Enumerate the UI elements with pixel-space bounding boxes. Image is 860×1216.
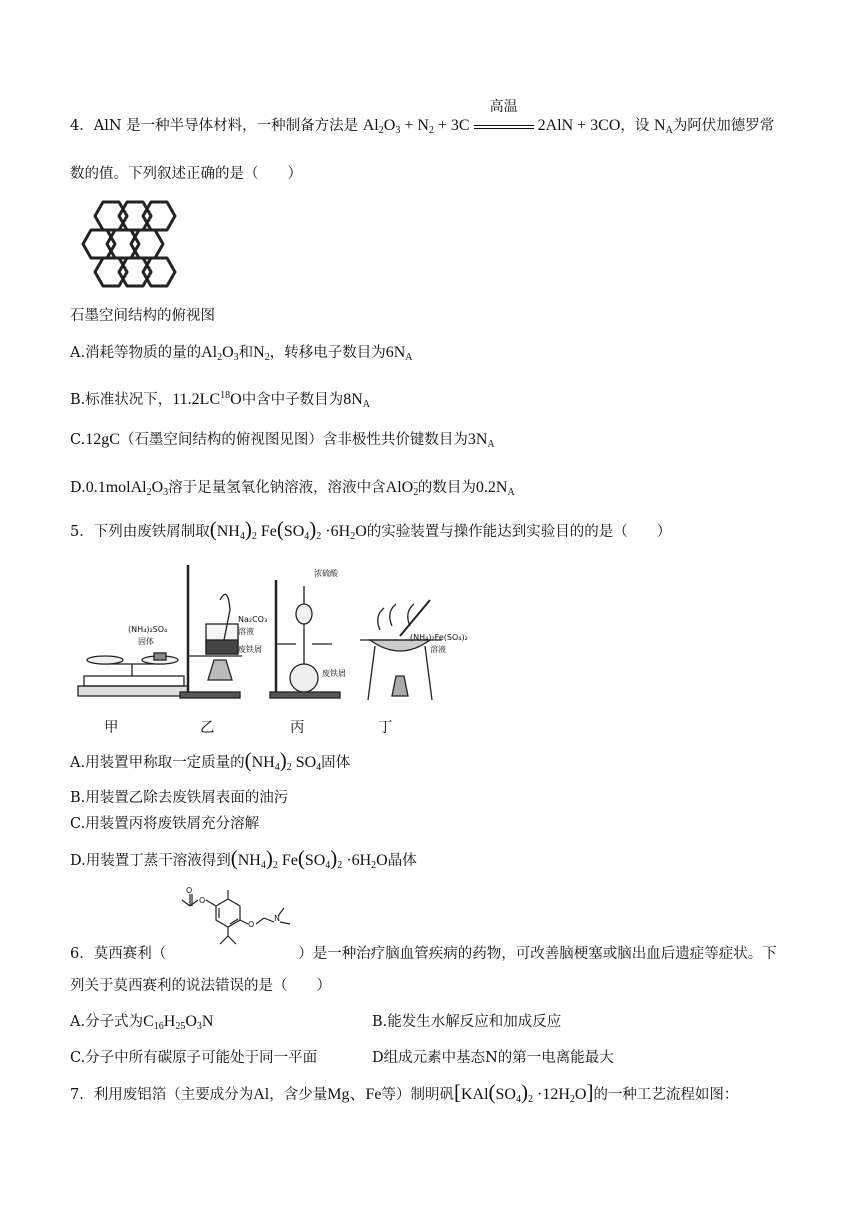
q6-stem-post: ）是一种治疗脑血管疾病的药物，可改善脑梗塞或脑出血后遗症等症状。下 <box>298 946 777 962</box>
q4-stem-text-2: ，设 <box>620 118 650 134</box>
yi-label-1: Na₂CO₃ <box>238 615 268 624</box>
label-ding: 丁 <box>378 720 393 736</box>
q6-stem-text: 6．莫西赛利（ <box>70 946 167 962</box>
q4-d-mid: 溶于足量氢氧化钠溶液，溶液中含 <box>168 480 386 496</box>
q4-d-post: 的数目为 <box>417 480 476 496</box>
q4-b-post: 中含中子数目为 <box>241 392 344 408</box>
q5-stem: 5．下列由废铁屑制取$(NH_4)_2$ $Fe(SO_4)_2 \cdot 6H_2O$的实验装置与操作能达到实验目的的是（ ） <box>70 517 672 542</box>
graphite-caption: 石墨空间结构的俯视图 <box>70 308 215 324</box>
q4-a-post: ，转移电子数目为 <box>269 345 386 361</box>
q5-a-post: 固体 <box>321 755 351 771</box>
q4-a-text: A.消耗等物质的量的 <box>70 345 202 361</box>
q4-option-c: C.12gC（石墨空间结构的俯视图见图）含非极性共价键数目为$3N_A$ <box>70 431 495 450</box>
jia-label-2: 固体 <box>138 637 154 646</box>
svg-text:O: O <box>186 886 193 895</box>
q5-stem-post: 的实验装置与操作能达到实验目的的是（ ） <box>366 524 672 540</box>
q4-equation: $Al_2O_3 + N_2 + 3C$ 高温 2AlN + 3CO <box>362 99 621 136</box>
yi-label-3: 废铁屑 <box>238 645 262 654</box>
jia-label-1: (NH₄)₂SO₄ <box>128 625 168 634</box>
q6-option-b: B.能发生水解反应和加成反应 <box>372 1014 562 1030</box>
q4-option-a: A.消耗等物质的量的$Al_2O_3$和$N_2$，转移电子数目为$6N_A$ <box>70 344 413 363</box>
apparatus-figure <box>70 560 490 710</box>
q5-d-text: D.用装置丁蒸干溶液得到 <box>70 853 231 869</box>
equilibrium-arrow <box>474 99 534 133</box>
q4-stem-line2: 数的值。下列叙述正确的是（ ） <box>70 166 302 182</box>
q7-stem-post: 的一种工艺流程如图： <box>593 1087 739 1103</box>
q4-stem-text: 4．AlN 是一种半导体材料，一种制备方法是 <box>70 118 359 134</box>
bing-label-2: 废铁屑 <box>322 669 346 678</box>
q5-option-c: C.用装置丙将废铁屑充分溶解 <box>70 816 260 832</box>
label-bing: 丙 <box>290 720 305 736</box>
q5-d-post: 晶体 <box>387 853 417 869</box>
q7-stem-mid2: 等）制明矾 <box>381 1087 454 1103</box>
q4-c-text: C. <box>70 432 86 448</box>
graphite-structure-figure <box>70 192 190 292</box>
q4-stem-line1 <box>70 99 775 141</box>
svg-text:N: N <box>274 914 280 923</box>
q6-stem-line1 <box>70 944 777 964</box>
q7-stem-text: 7．利用废铝箔（主要成分为 <box>70 1087 254 1103</box>
label-yi: 乙 <box>200 720 215 736</box>
q4-option-b: B.标准状况下，11.2LC$^{18}$O中含中子数目为$8N_A$ <box>70 390 370 410</box>
q4-d-text: D. <box>70 480 86 496</box>
q6-stem-line2: 列关于莫西赛利的说法错误的是（ ） <box>70 978 331 994</box>
label-jia: 甲 <box>104 720 119 736</box>
q7-stem: 7．利用废铝箔（主要成分为Al，含少量Mg、Fe等）制明矾$[KAl(SO_4)_2 \cdot 12H_2O]$的一种工艺流程如图： <box>70 1080 739 1105</box>
q5-a-text: A.用装置甲称取一定质量的 <box>70 755 245 771</box>
yi-label-2: 溶液 <box>238 627 254 636</box>
ding-label-2: 溶液 <box>430 645 446 654</box>
svg-text:O: O <box>248 920 255 929</box>
q4-b-text: B.标准状况下， <box>70 392 173 408</box>
na-symbol: $N_A$ <box>654 117 673 136</box>
q6-option-a: A.分子式为$C_{16}H_{25}O_3N$ <box>70 1013 214 1032</box>
q5-option-a: A.用装置甲称取一定质量的$(NH_4)_2$ $SO_4$固体 <box>70 748 351 773</box>
bing-label-1: 浓硫酸 <box>314 569 338 578</box>
q4-option-d: $D.0.1molAl_2O_3$溶于足量氢氧化钠溶液，溶液中含AlO$_2$−的数目为$0.2N_A$ <box>70 478 515 498</box>
q5-stem-text: 5．下列由废铁屑制取 <box>70 524 210 540</box>
q5-option-d: D.用装置丁蒸干溶液得到$(NH_4)_2$ $Fe(SO_4)_2 \cdot 6H_2O$晶体 <box>70 846 417 871</box>
svg-text:O: O <box>199 896 206 905</box>
moxisylyte-structure <box>168 886 298 952</box>
q6-a-text: A.分子式为 <box>70 1014 144 1030</box>
q4-c-mid: （石墨空间结构的俯视图见图）含非极性共价键数目为 <box>119 432 468 448</box>
q4-a-and: 和 <box>238 345 254 361</box>
q6-option-c: C.分子中所有碳原子可能处于同一平面 <box>70 1050 318 1066</box>
q6-option-d: D组成元素中基态N的第一电离能最大 <box>372 1050 614 1066</box>
q4-stem-text-3: 为阿伏加德罗常 <box>672 118 775 134</box>
ding-label-1: (NH₄)₂Fe(SO₄)₂ <box>410 633 468 642</box>
q5-option-b: B.用装置乙除去废铁屑表面的油污 <box>70 790 289 806</box>
reaction-condition: 高温 <box>489 99 518 116</box>
q7-stem-mid: ，含少量 <box>269 1087 328 1103</box>
